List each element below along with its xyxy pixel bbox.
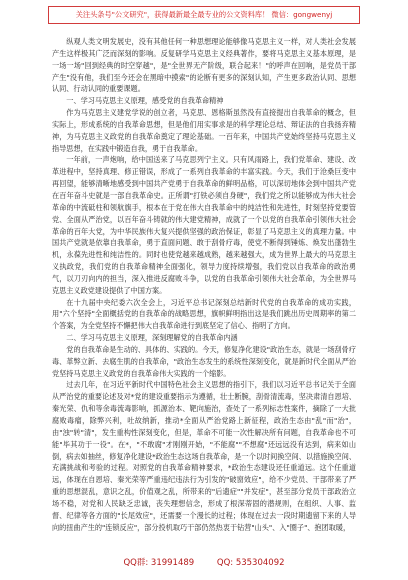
- section-heading-1: 一、学习马克思主义原理，感受党的自我革命精神: [66, 96, 224, 106]
- promo-banner[interactable]: [48, 6, 360, 24]
- body-paragraph: 过去几年，在习近平新时代中国特色社会主义思想的指引下，我们以习近平总书记关于全面从严治党的重要论述及对*党的建设重要指示为遵循，壮士断腕，刮骨清流毒，坚决肃清自恩培、秦光荣、仇和等余毒流毒影响，抓源治本、靶向施治，查处了一系列标志性案件，摘除了一大批腐败毒瘤，除弊兴利，吐故纳新，推动*全面从严治党路上新征程，政治生态由"乱"而"治"，由"浊"转"清"，发生重构性深刻变化，但是，革命不可能一次性解决所有问题，自我革命也不可能"毕其功于一役"。在*，"不敢腐"才刚刚开始，"不能腐""不想腐"还远远没有达到，病来如山倒，病去如抽丝，修复净化建设*政治生态这场自我革命，是一个以时间换空间、以措施换空间、充满挑战和考验的过程。对照党的自我革命精神要求，*政治生态建设还任重道远。这个任重道远，体现在自恩培、秦光荣等严重违纪违法行为引发的"破窗效应"，给不少党员、干部带来了严重的思想混乱，意识之乱，价值观之乱，所带来的"后遗症""并发症"，甚至部分党员干部政治立场不稳，对党和人民缺乏忠诚，丧失理想信念，形成了根深蒂固的潜规则，在组织、人事、监督、纪律等各方面的"长尾效应"，还需要一个漫长的过程；体现在过去一段时期遗留下来的人导向的扭曲产生的"连锁反应"，部分投机取巧干部仍然热衷于钻营"山头"、入"圈子"、抱团取暖，: [52, 380, 356, 532]
- body-paragraph: 作为马克思主义建党学说的创立者，马克思、恩格斯虽然没有直接提出自我革命的概念，但实际上，形成系统的自我革命思想，但是他们用实事求是的科学理论总结、辩证法的自我扬弃精神，为马克思主义政党的自我革命奠定了理论基础。一百年来，中国共产党始终坚持马克思主义指导思想，在实践中锻造自我，勇于自我革命。: [52, 108, 356, 153]
- banner-text: 关注头条号"公文研究"，获得最新最全最专业的公文资料库！ 微信：gongwenyj: [75, 10, 333, 19]
- qq-contact-text: QQ: 535304092: [216, 558, 285, 568]
- qq-group-text: QQ群: 31991489: [123, 558, 195, 568]
- section-heading-2: 二、学习马克思主义原理，深刻理解党的自我革命内涵: [66, 333, 238, 343]
- contact-footer: [0, 556, 408, 568]
- intro-paragraph: 纵观人类文明发展史，没有其他任何一种思想理论能够像马克思主义一样，对人类社会发展产生这样极其广泛而深刻的影响。反复研学马克思主义经典著作，要将马克思主义基本原理，是一场一场"回到经典的时空穿越"，是"全世界无产阶级，联合起来！"的呼声在回响，是党员干部产生"没有他，我们至今还会在黑暗中摸索"的论断有更多的深刻认知，产生更多政治认同、思想认同、行动认同的重要课题。: [52, 37, 356, 94]
- body-paragraph: 在十九届中央纪委六次全会上，习近平总书记深刻总结新时代党的自我革命的成功实践，用"六个坚持"全面概括党的自我革命的战略思想，旗帜鲜明指出这是我们跳出历史周期率的第二个答案，为全党坚持不懈把伟大自我革命进行到底坚定了信心、指明了方向。: [52, 297, 356, 331]
- body-paragraph: 一年前，一声炮响，给中国送来了马克思列宁主义。只有风雨路上，我们党革命、建设、改革进程中，坚持真理、修正错误，形成了一系列自我革命的丰富实践。今天，我们于沧桑巨变中再回望，能够清晰地感受到中国共产党勇于自我革命的鲜明品格，可以深切地体会到中国共产党在百年奋斗史就是一部自我革命史。正所谓"打铁必须自身硬"，我们党之所以能够成为伟大社会革命的中流砥柱和领航旗手，根本在于党在伟大自我革命中的纯洁性和先进性，时刻坚持党要管党、全面从严治党，以百年奋斗铸就的伟大建党精神，成就了一个以党的自我革命引领伟大社会革命的百年大党，为中华民族伟大复兴提供坚强的政治保证，彰显了马克思主义的真理力量。中国共产党就是依靠自我革命，勇于直面问题、敢于刮骨疗毒，使党不断得到锤炼、焕发出蓬勃生机，永葆先进性和纯洁性的。同时也使党越来越成熟，越来越强大，成为世界上最大的马克思主义执政党，我们党的自我革命精神全面强化，领导力度持续增强，我们党以自我革命的政治勇气，以刀刃向内的担当，深入推进反腐败斗争，以党的自我革命引领伟大社会革命，为全世界马克思主义政党建设提供了中国方案。: [52, 155, 356, 295]
- article-body: [52, 36, 356, 533]
- body-paragraph: 党的自我革命是生动的、具体的、实践的。今天，修复净化建设"政治生态，就是一场刮骨疗毒、革弊立新、去腐生肌的自我革命，"政治生态发生的系统性深刻变化，就是新时代全面从严治党坚持马克思主义政党的自我革命伟大实践的一个缩影。: [52, 344, 356, 378]
